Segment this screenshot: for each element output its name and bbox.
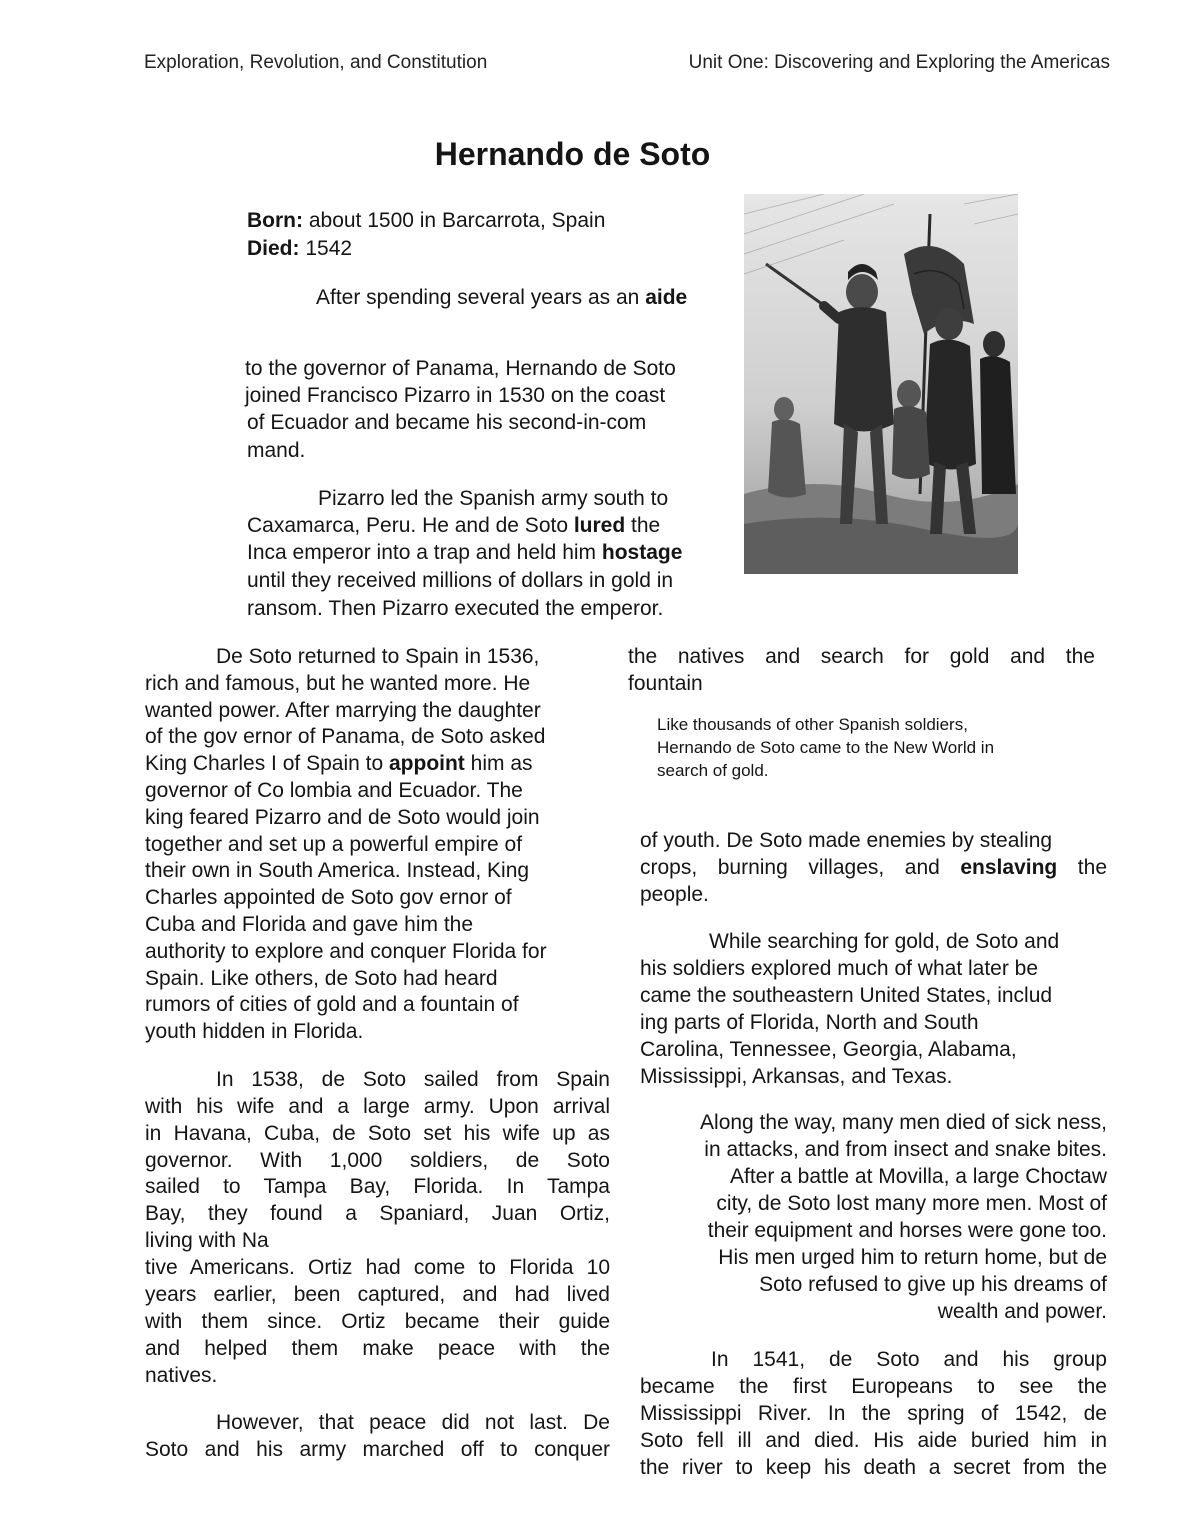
explorer-portrait-icon bbox=[744, 194, 1018, 574]
vocab-appoint: appoint bbox=[388, 752, 465, 775]
right-p1-line-2: people. bbox=[640, 883, 709, 906]
right-top-line-1: fountain bbox=[628, 672, 703, 695]
intro-p1-line-3: of Ecuador and became his second-in-com bbox=[247, 411, 647, 434]
died-line bbox=[247, 235, 352, 262]
left-p2-line-5: Bay, they found a Spaniard, Juan Ortiz, bbox=[145, 1202, 610, 1225]
intro-p1-line-2: joined Francisco Pizarro in 1530 on the coast bbox=[245, 384, 666, 407]
left-p1-line-0: De Soto returned to Spain in 1536, bbox=[216, 645, 540, 668]
intro-p1-line-0: After spending several years as an aide bbox=[316, 286, 688, 309]
left-p2-line-11: natives. bbox=[145, 1364, 218, 1387]
intro-p2-line-2: Inca emperor into a trap and held him hostage bbox=[247, 541, 683, 564]
intro-p2-line-3: until they received millions of dollars in gold in bbox=[247, 569, 674, 592]
right-p3-line-5: His men urged him to return home, but de bbox=[718, 1246, 1107, 1269]
left-p1-line-8: their own in South America. Instead, King bbox=[145, 859, 530, 882]
left-p1-line-4: King Charles I of Spain to appoint him as bbox=[145, 752, 533, 775]
right-p4-line-1: became the first Europeans to see the bbox=[640, 1375, 1107, 1398]
header-right: Unit One: Discovering and Exploring the Americas bbox=[688, 52, 1110, 73]
left-p2-line-8: years earlier, been captured, and had lived bbox=[145, 1283, 610, 1306]
left-p1-line-12: Spain. Like others, de Soto had heard bbox=[145, 967, 498, 990]
vocab-aide: aide bbox=[645, 286, 688, 309]
vocab-lured: lured bbox=[573, 514, 626, 537]
right-p3-line-6: Soto refused to give up his dreams of bbox=[759, 1273, 1107, 1296]
left-p3-line-1: Soto and his army marched off to conquer bbox=[145, 1438, 610, 1461]
intro-p2-line-4: ransom. Then Pizarro executed the emperor. bbox=[247, 597, 664, 620]
image-caption-line-1: Hernando de Soto came to the New World in bbox=[657, 738, 995, 757]
left-p3-line-0: However, that peace did not last. De bbox=[216, 1411, 610, 1434]
left-p2-line-10: and helped them make peace with the bbox=[145, 1337, 610, 1360]
right-p2-line-4: Carolina, Tennessee, Georgia, Alabama, bbox=[640, 1038, 1017, 1061]
born-value: about 1500 in Barcarrota, Spain bbox=[303, 209, 606, 232]
image-caption-line-0: Like thousands of other Spanish soldiers, bbox=[657, 715, 968, 734]
left-p2-line-4: sailed to Tampa Bay, Florida. In Tampa bbox=[145, 1175, 610, 1198]
image-caption-line-2: search of gold. bbox=[657, 761, 769, 780]
born-label: Born: bbox=[247, 209, 303, 232]
header-left: Exploration, Revolution, and Constitution bbox=[144, 52, 488, 73]
right-p2-line-0: While searching for gold, de Soto and bbox=[709, 930, 1060, 953]
intro-p2-line-1: Caxamarca, Peru. He and de Soto lured the bbox=[247, 514, 661, 537]
right-p3-line-7: wealth and power. bbox=[937, 1300, 1107, 1323]
right-p4-line-4: the river to keep his death a secret from the bbox=[640, 1456, 1107, 1479]
right-p2-line-2: came the southeastern United States, includ bbox=[640, 984, 1053, 1007]
died-value: 1542 bbox=[299, 237, 353, 260]
left-p1-line-7: together and set up a powerful empire of bbox=[145, 833, 523, 856]
born-line bbox=[247, 207, 605, 234]
left-p2-line-6: living with Na bbox=[145, 1229, 269, 1252]
right-p2-line-1: his soldiers explored much of what later be bbox=[640, 957, 1039, 980]
left-p2-line-9: with them since. Ortiz became their guide bbox=[145, 1310, 610, 1333]
left-p1-line-11: authority to explore and conquer Florida for bbox=[145, 940, 547, 963]
right-p3-line-2: After a battle at Movilla, a large Choctaw bbox=[729, 1165, 1107, 1188]
left-p2-line-1: with his wife and a large army. Upon arrival bbox=[145, 1095, 610, 1118]
left-p2-line-0: In 1538, de Soto sailed from Spain bbox=[216, 1068, 610, 1091]
left-p1-line-5: governor of Co lombia and Ecuador. The bbox=[145, 779, 523, 802]
intro-p2-line-0: Pizarro led the Spanish army south to bbox=[318, 487, 669, 510]
vocab-enslaving: enslaving bbox=[960, 856, 1058, 879]
right-p3-line-1: in attacks, and from insect and snake bites. bbox=[704, 1138, 1107, 1161]
left-p2-line-7: tive Americans. Ortiz had come to Florida 10 bbox=[145, 1256, 610, 1279]
right-p2-line-5: Mississippi, Arkansas, and Texas. bbox=[640, 1065, 953, 1088]
right-p1-line-1: crops, burning villages, and enslaving the bbox=[640, 856, 1107, 879]
right-p2-line-3: ing parts of Florida, North and South bbox=[640, 1011, 979, 1034]
right-p4-line-0: In 1541, de Soto and his group bbox=[711, 1348, 1107, 1371]
died-label: Died: bbox=[247, 237, 300, 260]
intro-p1-line-1: to the governor of Panama, Hernando de Soto bbox=[245, 357, 676, 380]
intro-p1-line-4: mand. bbox=[247, 439, 306, 462]
left-p1-line-10: Cuba and Florida and gave him the bbox=[145, 913, 474, 936]
right-p4-line-2: Mississippi River. In the spring of 1542, de bbox=[640, 1402, 1107, 1425]
left-p1-line-3: of the gov ernor of Panama, de Soto asked bbox=[145, 725, 546, 748]
right-p3-line-3: city, de Soto lost many more men. Most of bbox=[716, 1192, 1107, 1215]
left-p1-line-13: rumors of cities of gold and a fountain of bbox=[145, 993, 519, 1016]
right-p1-line-0: of youth. De Soto made enemies by stealing bbox=[640, 829, 1053, 852]
right-p3-line-4: their equipment and horses were gone too. bbox=[707, 1219, 1107, 1242]
right-top-line-0: the natives and search for gold and the bbox=[628, 645, 1095, 668]
left-p1-line-14: youth hidden in Florida. bbox=[145, 1020, 364, 1043]
vocab-hostage: hostage bbox=[601, 541, 683, 564]
right-p4-line-3: Soto fell ill and died. His aide buried him in bbox=[640, 1429, 1107, 1452]
left-p1-line-1: rich and famous, but he wanted more. He bbox=[145, 672, 531, 695]
right-p3-line-0: Along the way, many men died of sick ness, bbox=[700, 1111, 1107, 1134]
left-p1-line-6: king feared Pizarro and de Soto would join bbox=[145, 806, 540, 829]
page-title: Hernando de Soto bbox=[434, 136, 711, 172]
left-p2-line-3: governor. With 1,000 soldiers, de Soto bbox=[145, 1149, 610, 1172]
left-p1-line-2: wanted power. After marrying the daughter bbox=[145, 699, 541, 722]
left-p1-line-9: Charles appointed de Soto gov ernor of bbox=[145, 886, 512, 909]
left-p2-line-2: in Havana, Cuba, de Soto set his wife up as bbox=[145, 1122, 610, 1145]
